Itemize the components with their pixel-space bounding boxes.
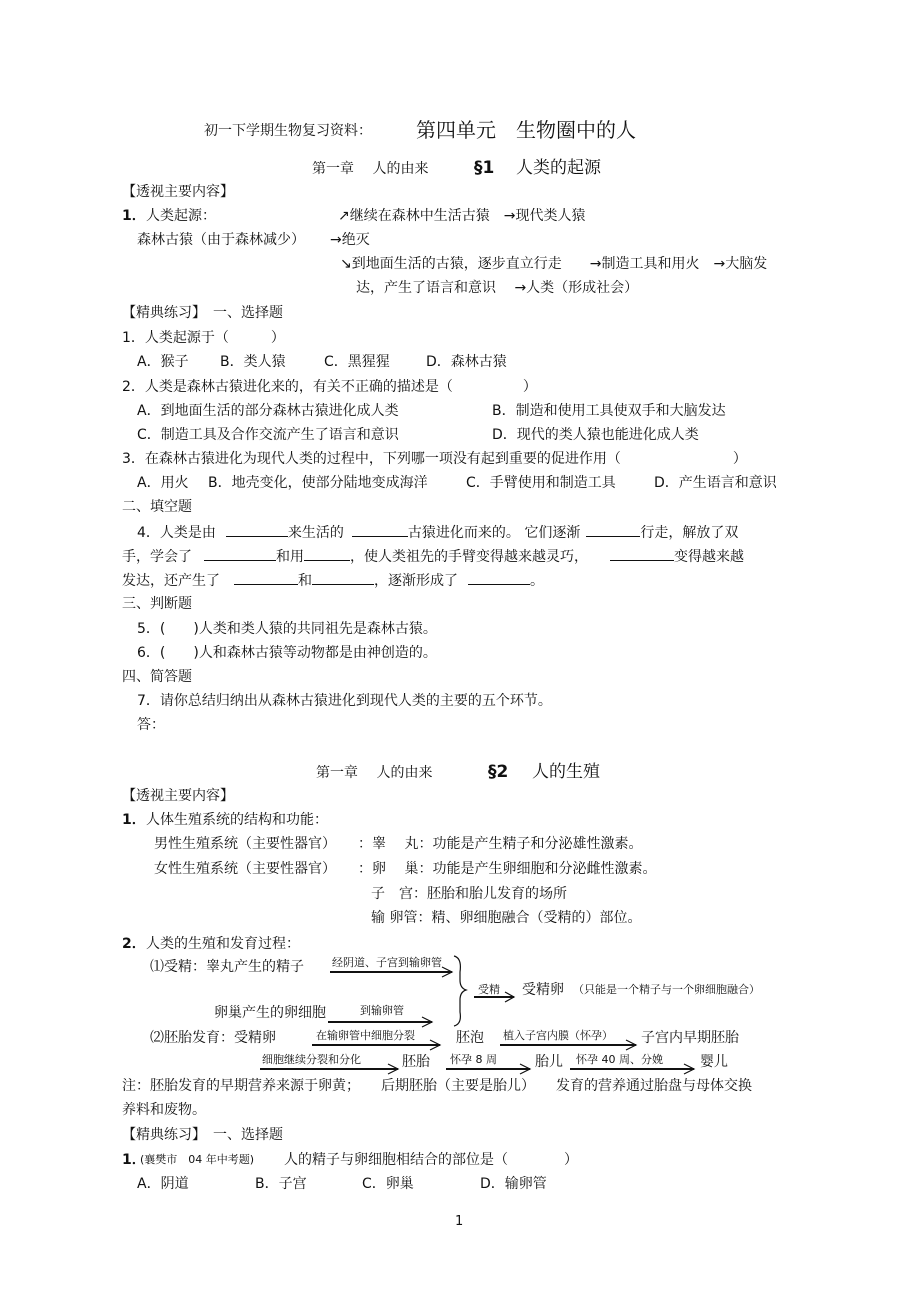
- week-8: 怀孕 8 周: [450, 1053, 497, 1066]
- question-3-stem: 3．在森林古猿进化为现代人类的过程中，下列哪一项没有起到重要的促进作用（ ）: [122, 451, 747, 467]
- via-oviduct: 经阴道、子宫到输卵管: [332, 956, 442, 969]
- q2-option-d: D．现代的类人猿也能进化成人类: [492, 427, 699, 443]
- fill-text: ，使人类祖先的手臂变得越来越灵巧，: [350, 549, 588, 565]
- fill-text: 古猿进化而来的。 它们逐渐: [407, 525, 581, 541]
- fill-text: 。: [530, 573, 544, 589]
- fill-text: 和用: [276, 549, 304, 565]
- baby: 婴儿: [700, 1054, 728, 1070]
- document-subtitle: 初一下学期生物复习资料：: [204, 123, 372, 139]
- note-line-2: 养料和废物。: [122, 1102, 206, 1118]
- brace: [454, 956, 466, 1026]
- q3-option-d: D．产生语言和意识: [654, 475, 777, 491]
- section2-number: §2: [488, 762, 509, 782]
- fill-heading: 二、填空题: [122, 499, 192, 515]
- female-system: 女性生殖系统（主要性器官）: [154, 861, 336, 877]
- s2-q1-option-a: A．阴道: [137, 1176, 189, 1192]
- section2-title: 人的生殖: [532, 762, 600, 782]
- extinct: →绝灭: [330, 232, 370, 248]
- branch-up: ↗继续在森林中生活古猿 →现代类人猿: [338, 208, 586, 224]
- section1-title: 人类的起源: [516, 158, 601, 178]
- q1-option-c: C．黑猩猩: [324, 354, 390, 370]
- fill-text: 变得越来越: [674, 549, 744, 565]
- embryo-development-label: ⑵胚胎发育：受精卵: [150, 1030, 276, 1046]
- to-oviduct: 到输卵管: [360, 1004, 404, 1017]
- question-1-stem: 1．人类起源于（ ）: [122, 330, 285, 346]
- fill-text: 行走，解放了双: [640, 525, 739, 541]
- fill-text: 来生活的: [287, 525, 344, 541]
- fill-text: 手，学会了: [122, 549, 192, 565]
- cell-division: 在输卵管中细胞分裂: [316, 1029, 415, 1042]
- branch-down-line1: ↘到地面生活的古猿，逐步直立行走 →制造工具和用火 →大脑发: [340, 256, 768, 272]
- uterus: 子 宫：胚胎和胎儿发育的场所: [371, 886, 567, 902]
- blastocyst: 胚泡: [456, 1030, 484, 1046]
- question-2-stem: 2．人类是森林古猿进化来的，有关不正确的描述是（ ）: [122, 379, 537, 395]
- fill-text: ，逐渐形成了: [374, 573, 458, 589]
- q2-option-a: A．到地面生活的部分森林古猿进化成人类: [137, 403, 399, 419]
- embryo: 胚胎: [402, 1054, 430, 1070]
- item2-text: 人类的生殖和发育过程：: [146, 936, 300, 952]
- q2-option-c: C．制造工具及合作交流产生了语言和意识: [137, 427, 399, 443]
- fetus: 胎儿: [535, 1054, 563, 1070]
- section1-content-label: 【透视主要内容】: [122, 184, 234, 200]
- unit-title: 第四单元 生物圈中的人: [416, 118, 636, 142]
- zygote-note: （只能是一个精子与一个卵细胞融合）: [573, 983, 760, 996]
- branch-down-line2: 达，产生了语言和意识 →人类（形成社会）: [356, 280, 639, 296]
- oviduct: 输 卵管：精、卵细胞融合（受精的）部位。: [371, 910, 642, 926]
- s2-q1-stem: 人的精子与卵细胞相结合的部位是（ ）: [284, 1152, 578, 1168]
- short-heading: 四、简答题: [122, 669, 192, 685]
- fill-text: 和: [298, 573, 312, 589]
- s2-q1-option-c: C．卵巢: [362, 1176, 414, 1192]
- judge-6: 6．( )人和森林古猿等动物都是由神创造的。: [137, 645, 437, 661]
- male-organ: ：睾 丸：功能是产生精子和分泌雄性激素。: [358, 836, 643, 852]
- implantation: 植入子宫内膜（怀孕）: [503, 1029, 613, 1042]
- male-system: 男性生殖系统（主要性器官）: [154, 836, 336, 852]
- q1-option-d: D．森林古猿: [426, 354, 507, 370]
- q3-option-c: C．手臂使用和制造工具: [466, 475, 616, 491]
- egg-cell: 卵巢产生的卵细胞: [214, 1005, 326, 1021]
- short-question: 7．请你总结归纳出从森林古猿进化到现代人类的主要的五个环节。: [137, 693, 552, 709]
- forest-ape: 森林古猿（由于森林减少）: [137, 232, 305, 248]
- section2-chapter: 第一章 人的由来: [316, 765, 433, 781]
- origin-number: 1．: [122, 208, 146, 224]
- s2-q1-option-b: B．子宫: [255, 1176, 307, 1192]
- q3-option-b: B．地壳变化，使部分陆地变成海洋: [208, 475, 428, 491]
- fill-text: 发达，还产生了: [122, 573, 220, 589]
- item1-number: 1．: [122, 812, 146, 828]
- section1-number: §1: [474, 158, 495, 178]
- section2-practice-label: 【精典练习】 一、选择题: [122, 1127, 283, 1143]
- section2-content-label: 【透视主要内容】: [122, 788, 234, 804]
- origin-label: 人类起源：: [146, 208, 216, 224]
- section1-practice-label: 【精典练习】 一、选择题: [122, 305, 283, 321]
- early-embryo: 子宫内早期胚胎: [641, 1030, 739, 1046]
- continue-division: 细胞继续分裂和分化: [262, 1053, 361, 1066]
- section1-chapter: 第一章 人的由来: [312, 161, 429, 177]
- answer-label: 答：: [137, 717, 165, 733]
- zygote: 受精卵: [522, 982, 564, 998]
- note-line-1: 注：胚胎发育的早期营养来源于卵黄； 后期胚胎（主要是胎儿） 发育的营养通过胎盘与母体交换: [122, 1078, 752, 1094]
- q1-option-a: A．猴子: [137, 354, 189, 370]
- s2-q1-source: (襄樊市 04 年中考题): [140, 1153, 255, 1166]
- fertilize: 受精: [478, 983, 500, 996]
- fertilization-label: ⑴受精：睾丸产生的精子: [150, 959, 304, 975]
- item2-number: 2．: [122, 936, 146, 952]
- s2-q1-number: 1．: [122, 1152, 146, 1168]
- q2-option-b: B．制造和使用工具使双手和大脑发达: [492, 403, 726, 419]
- female-organ: ：卵 巢：功能是产生卵细胞和分泌雌性激素。: [358, 861, 657, 877]
- item1-text: 人体生殖系统的结构和功能：: [146, 812, 328, 828]
- week-40: 怀孕 40 周、分娩: [576, 1053, 663, 1066]
- fill-text: 4．人类是由: [137, 525, 216, 541]
- s2-q1-option-d: D．输卵管: [480, 1176, 547, 1192]
- q3-option-a: A．用火: [137, 475, 189, 491]
- judge-5: 5．( )人类和类人猿的共同祖先是森林古猿。: [137, 621, 437, 637]
- q1-option-b: B．类人猿: [220, 354, 286, 370]
- page-number: 1: [455, 1214, 464, 1229]
- judge-heading: 三、判断题: [122, 596, 192, 612]
